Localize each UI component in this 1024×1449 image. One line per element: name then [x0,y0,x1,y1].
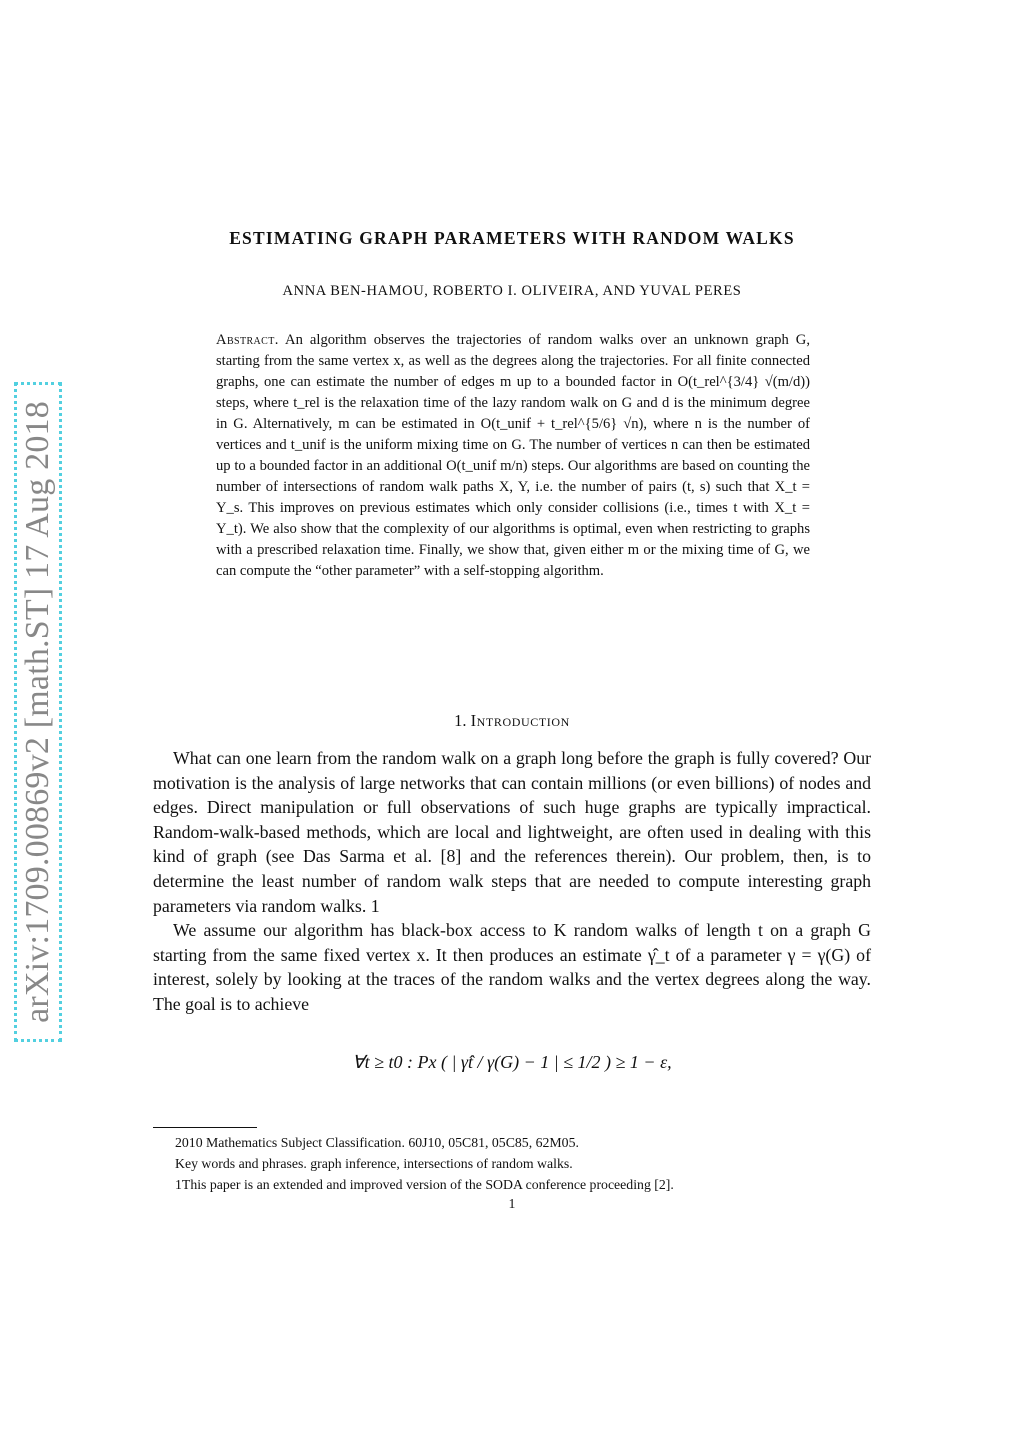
arxiv-identifier: arXiv:1709.00869v2 [math.ST] 17 Aug 2018 [19,401,56,1023]
abstract-label: Abstract. [216,332,279,348]
introduction-body [153,746,871,1017]
page-number: 1 [508,1196,516,1211]
intro-paragraph-2: We assume our algorithm has black-box access to K random walks of length t on a graph G starting from the same fixed vertex x. It then produces an estimate γ̂_t of a parameter γ = γ(G) of interest, solely by looking at the traces of the random walks and the vertex degrees along the way. The goal is to achieve [153,920,871,1014]
paper-authors: ANNA BEN-HAMOU, ROBERTO I. OLIVEIRA, AND YUVAL PERES [282,283,742,299]
abstract-text: An algorithm observes the trajectories of random walks over an unknown graph G, starting from the same vertex x, as well as the degrees along the trajectories. For all finite connected graphs, one can estimate the number of edges m up to a bounded factor in O(t_rel^{3/4} √(m/d)) steps, where t_rel is the relaxation time of the lazy random walk on G and d is the minimum degree in G. Alternatively, m can be estimated in O(t_unif + t_rel^{5/6} √n), where n is the number of vertices and t_unif is the uniform mixing time on G. The number of vertices n can then be estimated up to a bounded factor in an additional O(t_unif m/n) steps. Our algorithms are based on counting the number of intersections of random walk paths X, Y, i.e. the number of pairs (t, s) such that X_t = Y_s. This improves on previous estimates which only consider collisions (i.e., times t with X_t = Y_t). We also show that the complexity of our algorithms is optimal, even when restricting to graphs with a prescribed relaxation time. Finally, we show that, given either m or the mixing time of G, we can compute the “other parameter” with a self-stopping algorithm. [216,332,810,579]
intro-paragraph-1: What can one learn from the random walk on a graph long before the graph is fully covered? Our motivation is the analysis of large networks that can contain millions (or even billions) of nodes and edges. Direct manipulation or full observations of such huge graphs are typically impractical. Random-walk-based methods, which are local and lightweight, are often used in dealing with this kind of graph (see Das Sarma et al. [8] and the references therein). Our problem, then, is to determine the least number of random walk steps that are needed to compute interesting graph parameters via random walks. 1 [153,748,871,916]
footnote-keywords: Key words and phrases. graph inference, intersections of random walks. [175,1156,573,1171]
footnote-1: 1This paper is an extended and improved version of the SODA conference proceeding [2]. [175,1177,674,1192]
section-heading [0,711,1024,731]
footnote-rule [153,1127,257,1128]
abstract [216,330,810,582]
paper-title: ESTIMATING GRAPH PARAMETERS WITH RANDOM WALKS [229,228,795,248]
section-number: 1. [454,711,467,730]
section-title: Introduction [470,711,570,730]
display-equation: ∀t ≥ t0 : Px ( | γ̂t / γ(G) − 1 | ≤ 1/2 ) ≥ 1 − ε, [352,1052,672,1072]
footnotes [153,1132,871,1195]
footnote-msc: 2010 Mathematics Subject Classification. 60J10, 05C81, 05C85, 62M05. [175,1135,579,1150]
